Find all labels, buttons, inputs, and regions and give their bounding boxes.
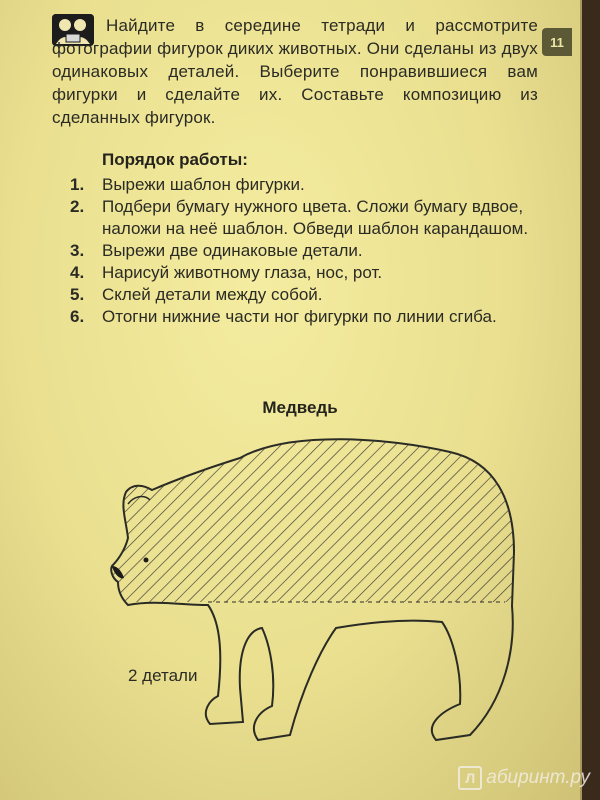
figure-title: Медведь xyxy=(262,398,338,417)
watermark xyxy=(458,766,590,790)
step-number: 6. xyxy=(70,307,85,326)
step-text: Подбери бумагу нужного цвета. Сложи бумагу вдвое, наложи на неё шаблон. Обведи шаблон карандашом. xyxy=(102,197,529,238)
step-number: 1. xyxy=(70,175,85,194)
step-number: 2. xyxy=(70,197,85,216)
watermark-text: абиринт.ру xyxy=(486,767,590,788)
labyrinth-logo-icon: Л xyxy=(458,766,482,790)
step-text: Нарисуй животному глаза, нос, рот. xyxy=(102,263,383,282)
bear-eye xyxy=(144,558,149,563)
step-text: Отогни нижние части ног фигурки по линии сгиба. xyxy=(102,307,497,326)
bear-hatch-area xyxy=(111,439,514,740)
step-number: 5. xyxy=(70,285,85,304)
step-text: Вырежи шаблон фигурки. xyxy=(102,175,305,194)
step-number: 4. xyxy=(70,263,85,282)
page-number: 11 xyxy=(542,28,572,56)
task-intro: Найдите в середине тетради и рассмотрите фотографии фигурок диких животных. Они сделаны из двух одинаковых деталей. Выберите понравившиеся вам фигурки и сделайте их. Составьте композицию из сделанных фигурок. xyxy=(52,16,538,127)
step-number: 3. xyxy=(70,241,85,260)
step-text: Вырежи две одинаковые детали. xyxy=(102,241,363,260)
parts-count-label: 2 детали xyxy=(128,666,198,685)
steps-title: Порядок работы: xyxy=(102,150,248,169)
step-text: Склей детали между собой. xyxy=(102,285,323,304)
